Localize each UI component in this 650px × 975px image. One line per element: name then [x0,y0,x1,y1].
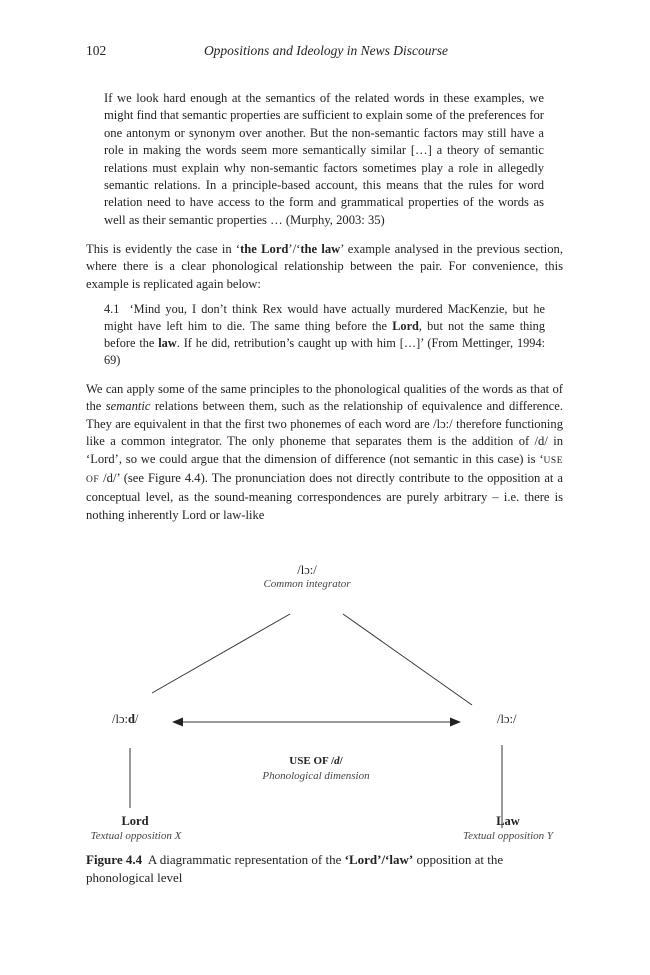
para1-text-a: This is evidently the case in ‘ [86,242,241,256]
running-head: Oppositions and Ideology in News Discourse [203,43,449,58]
example-text-a: ‘Mind you, I don’t think Rex would have actually murdered MacKenzie, but he might have left him to die. The same thing before the [104,302,545,333]
para1-bold-law: the law [300,242,341,256]
caption-bold: ‘Lord’/‘law’ [344,852,414,867]
para2-italic-semantic: semantic [105,399,151,414]
left-diagonal-line [152,614,290,693]
top-symbol: /lɔ:/ [297,563,317,577]
para1-text-mid: ’/‘ [288,242,301,256]
figure-caption [86,851,556,886]
page-number: 102 [86,43,107,58]
example-text-c: . If he did, retribution’s caught up with him […]’ (From Mettinger, 1994: 69) [104,336,546,367]
para1-bold-lord: the Lord [240,242,289,256]
para2-text-b: relations between them, such as the relationship of equivalence and difference. They are equivalent in that the first two phonemes of each word are /lɔ:/ therefore functioning like a common integrator. The only phoneme that separates them is the addition of /d/ in ‘Lord’, so we could argue that the dimension of difference (not semantic in this case) is ‘ [86,399,563,466]
right-symbol: /lɔ:/ [497,712,517,726]
para2-text-c: /d/’ (see Figure 4.4). The pronunciation does not directly contribute to the opposition at a conceptual level, as the sound-meaning correspondences are purely arbitrary – i.e. there is nothing inherently Lord or law-like [86,471,563,522]
example-bold-law: law [158,336,177,350]
right-diagonal-line [343,614,472,705]
left-word: Lord [121,814,149,828]
arrowhead-right-icon [450,718,461,727]
left-symbol: /lɔ:d/ [112,712,139,726]
figure-label: Figure 4.4 [86,852,143,867]
top-caption: Common integrator [263,578,351,590]
mid-label: USE OF /d/ [289,755,343,767]
caption-text-a: A diagrammatic representation of the [142,852,345,867]
left-caption: Textual opposition X [90,830,182,842]
right-caption: Textual opposition Y [462,830,554,842]
example-bold-lord: Lord [392,319,419,333]
para1-text-b: ’ example analysed in the previous section, where there is a clear phonological relationship between the pair. For convenience, this example is replicated again below: [86,242,563,291]
block-quote: If we look hard enough at the semantics of the related words in these examples, we might find that semantic properties are sufficient to explain some of the preferences for one antonym or synonym over another. But the non-semantic factors may still have a role in making the words seem more semantically similar […] a theory of semantic relations must explain why non-semantic factors sometimes play a role in allegedly semantic relations. In a principle-based account, this means that the rules for word relation need to have access to the form and grammatical properties of the words as well as their semantic properties … (Murphy, 2003: 35) [104,91,544,227]
arrowhead-left-icon [172,718,183,727]
right-word: Law [496,814,520,828]
para2-smallcaps-use-of: USE OF [86,455,563,486]
para2-text-a: We can apply some of the same principles to the phonological qualities of the words as that of the [86,382,563,414]
example-text-b: , but not the same thing before the [104,319,545,350]
example-number: 4.1 [104,302,120,316]
mid-caption: Phonological dimension [262,770,370,782]
caption-text-b: opposition at the phonological level [86,852,504,885]
